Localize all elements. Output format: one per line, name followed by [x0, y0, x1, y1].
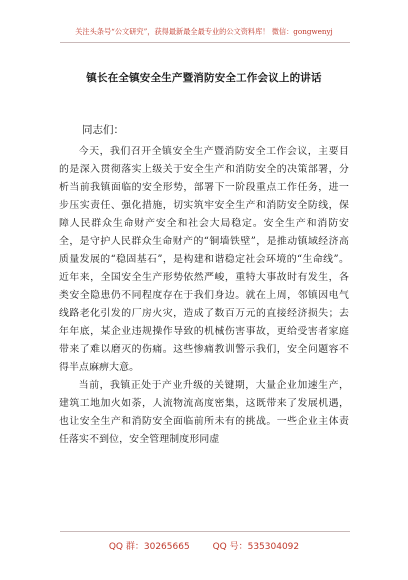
footer — [0, 539, 408, 552]
greeting: 同志们： — [82, 124, 124, 136]
qq-number-text: QQ 号：535304092 — [212, 542, 300, 552]
header-note: 关注头条号“公文研究”，获得最新最全最专业的公文资料库！ 微信：gongwenyj — [75, 27, 333, 36]
document-body — [59, 143, 349, 449]
footer-divider — [60, 531, 350, 532]
paragraph: 当前，我镇正处于产业升级的关键期，大量企业加速生产，建筑工地加火如荼，人流物流高度密集，这既带来了发展机遇，也让安全生产和消防安全面临前所未有的挑战。一些企业主体责任落实不到位，安全管理制度形同虚 — [59, 380, 349, 445]
qq-group-text: QQ 群：30265665 — [108, 542, 190, 552]
paragraph: 今天，我们召开全镇安全生产暨消防安全工作会议，主要目的是深入贯彻落实上级关于安全生产和消防安全的决策部署，分析当前我镇面临的安全形势，部署下一阶段重点工作任务，进一步压实责任、强化措施，切实筑牢安全生产和消防安全防线，保障人民群众生命财产安全和社会大局稳定。安全生产和消防安全，是守护人民群众生命财产的“铜墙铁壁”，是推动镇域经济高质量发展的“稳固基石”，是构建和谐稳定社会环境的“生命线”。近年来，全国安全生产形势依然严峻，重特大事故时有发生，各类安全隐患仍不同程度存在于我们身边。就在上周，邻镇因电气线路老化引发的厂房火灾，造成了数百万元的直接经济损失；去年年底，某企业违规操作导致的机械伤害事故，更给受害者家庭带来了难以磨灭的伤痛。这些惨痛教训警示我们，安全问题容不得半点麻痹大意。 — [59, 146, 349, 373]
header-divider — [60, 42, 350, 43]
document-title: 镇长在全镇安全生产暨消防安全工作会议上的讲话 — [86, 72, 322, 84]
